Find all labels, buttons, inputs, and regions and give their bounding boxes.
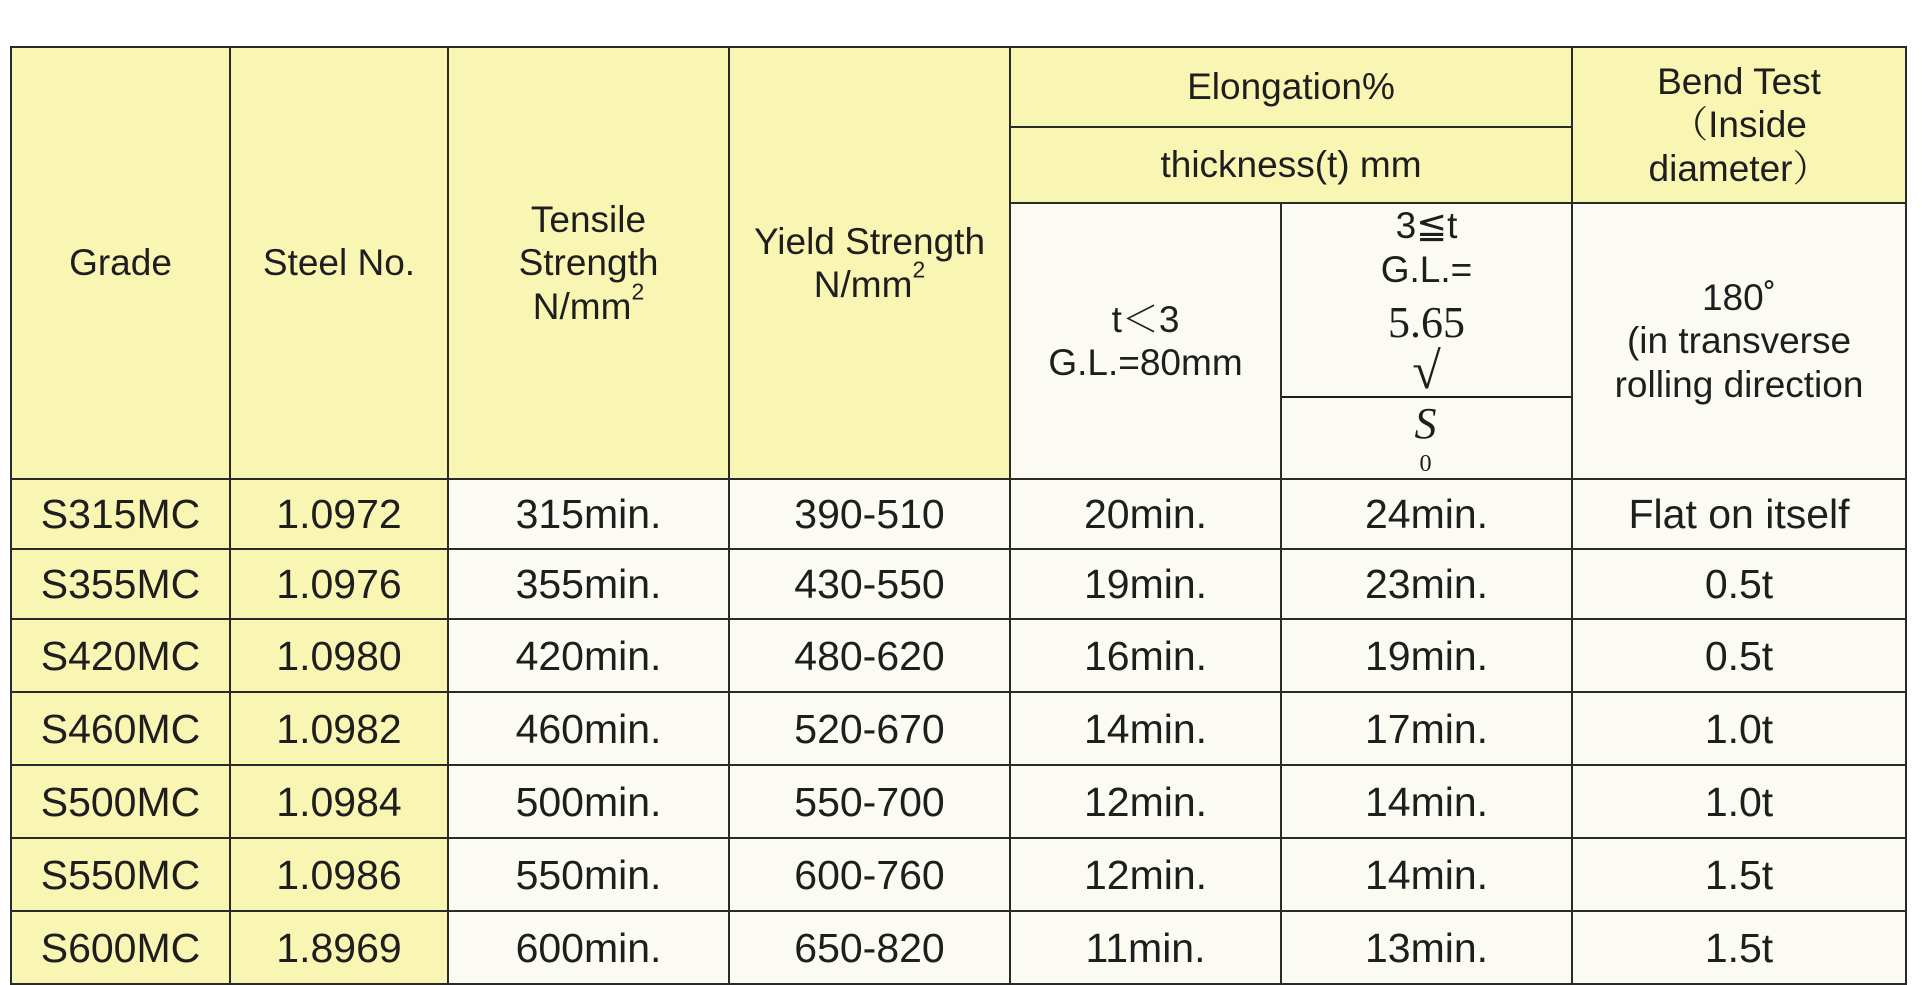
header-bend-direction-line1: (in transverse [1626,320,1852,362]
cell-elong-thick: 17min. [1281,692,1572,765]
cell-grade: S460MC [11,692,230,765]
header-tensile-line1: Tensile [530,198,647,240]
header-yield-unit-exponent: 2 [912,256,926,283]
header-thick-formula [1282,297,1571,478]
header-tensile-unit: $N/mm^2$ [532,278,645,328]
header-thick-gauge-length: G.L.= [1380,248,1473,290]
cell-grade: S420MC [11,619,230,692]
header-steel-no [230,47,448,479]
table-row [11,765,1906,838]
header-thin-gauge [1010,203,1281,479]
table-row [11,549,1906,619]
table-row [11,479,1906,549]
cell-tensile: 550min. [448,838,729,911]
cell-elong-thick: 14min. [1281,765,1572,838]
cell-bend: 1.0t [1572,765,1906,838]
cell-grade: S600MC [11,911,230,984]
cell-yield: 430-550 [729,549,1010,619]
formula-area-subscript: 0 [1419,449,1432,477]
cell-steel-no: 1.0980 [230,619,448,692]
header-elongation-label: Elongation% [1187,66,1395,108]
header-grade [11,47,230,479]
header-elongation [1010,47,1572,127]
header-tensile-strength [448,47,729,479]
cell-elong-thin: 20min. [1010,479,1281,549]
cell-elong-thick: 24min. [1281,479,1572,549]
cell-tensile: 315min. [448,479,729,549]
formula-radicand [1282,396,1571,478]
header-thin-condition: t＜3 [1111,298,1180,340]
cell-grade: S315MC [11,479,230,549]
header-yield-strength [729,47,1010,479]
square-root-icon: √ [1412,343,1441,401]
cell-steel-no: 1.0972 [230,479,448,549]
cell-yield: 390-510 [729,479,1010,549]
formula-area-symbol: S [1414,399,1437,449]
cell-grade: S550MC [11,838,230,911]
cell-yield: 600-760 [729,838,1010,911]
cell-yield: 550-700 [729,765,1010,838]
header-tensile-unit-exponent: 2 [631,278,645,305]
cell-steel-no: 1.0986 [230,838,448,911]
header-bend-direction-line2: rolling direction [1614,364,1864,406]
header-thick-condition: 3≦t [1395,205,1458,246]
cell-yield: 520-670 [729,692,1010,765]
table-row [11,692,1906,765]
cell-bend: Flat on itself [1572,479,1906,549]
cell-elong-thick: 23min. [1281,549,1572,619]
cell-bend: 0.5t [1572,619,1906,692]
cell-yield: 480-620 [729,619,1010,692]
header-thin-gauge-length: G.L.=80mm [1048,342,1243,384]
cell-elong-thin: 16min. [1010,619,1281,692]
table-row [11,911,1906,984]
header-bend-line1: Bend Test [1657,60,1821,102]
cell-tensile: 460min. [448,692,729,765]
header-bend-angle-value: 180˚ [1701,276,1777,318]
cell-bend: 0.5t [1572,549,1906,619]
cell-tensile: 355min. [448,549,729,619]
cell-elong-thin: 12min. [1010,838,1281,911]
cell-bend: 1.0t [1572,692,1906,765]
cell-steel-no: 1.0984 [230,765,448,838]
header-bend-line2: （Inside [1671,104,1807,146]
header-yield-unit: $N/mm^2$ [813,256,926,306]
header-thick-gauge [1281,203,1572,479]
cell-bend: 1.5t [1572,911,1906,984]
header-bend-angle [1572,203,1906,479]
cell-tensile: 500min. [448,765,729,838]
cell-grade: S500MC [11,765,230,838]
header-tensile-line2: Strength [518,242,659,284]
cell-yield: 650-820 [729,911,1010,984]
cell-grade: S355MC [11,549,230,619]
cell-steel-no: 1.0976 [230,549,448,619]
header-grade-label: Grade [69,242,172,284]
header-yield-line1: Yield Strength [753,220,986,262]
cell-tensile: 420min. [448,619,729,692]
header-bend-test [1572,47,1906,203]
cell-elong-thin: 19min. [1010,549,1281,619]
header-thickness [1010,127,1572,203]
cell-steel-no: 1.8969 [230,911,448,984]
table-row [11,619,1906,692]
cell-elong-thick: 14min. [1281,838,1572,911]
header-steel-no-label: Steel No. [262,242,416,284]
cell-elong-thin: 12min. [1010,765,1281,838]
cell-bend: 1.5t [1572,838,1906,911]
formula-coefficient: 5.65 [1388,298,1465,348]
cell-elong-thin: 14min. [1010,692,1281,765]
cell-elong-thick: 13min. [1281,911,1572,984]
table-row [11,838,1906,911]
header-bend-line3: diameter） [1648,147,1830,189]
cell-elong-thin: 11min. [1010,911,1281,984]
cell-tensile: 600min. [448,911,729,984]
header-thickness-label: thickness(t) mm [1160,144,1422,186]
cell-elong-thick: 19min. [1281,619,1572,692]
steel-properties-table [10,46,1907,985]
cell-steel-no: 1.0982 [230,692,448,765]
